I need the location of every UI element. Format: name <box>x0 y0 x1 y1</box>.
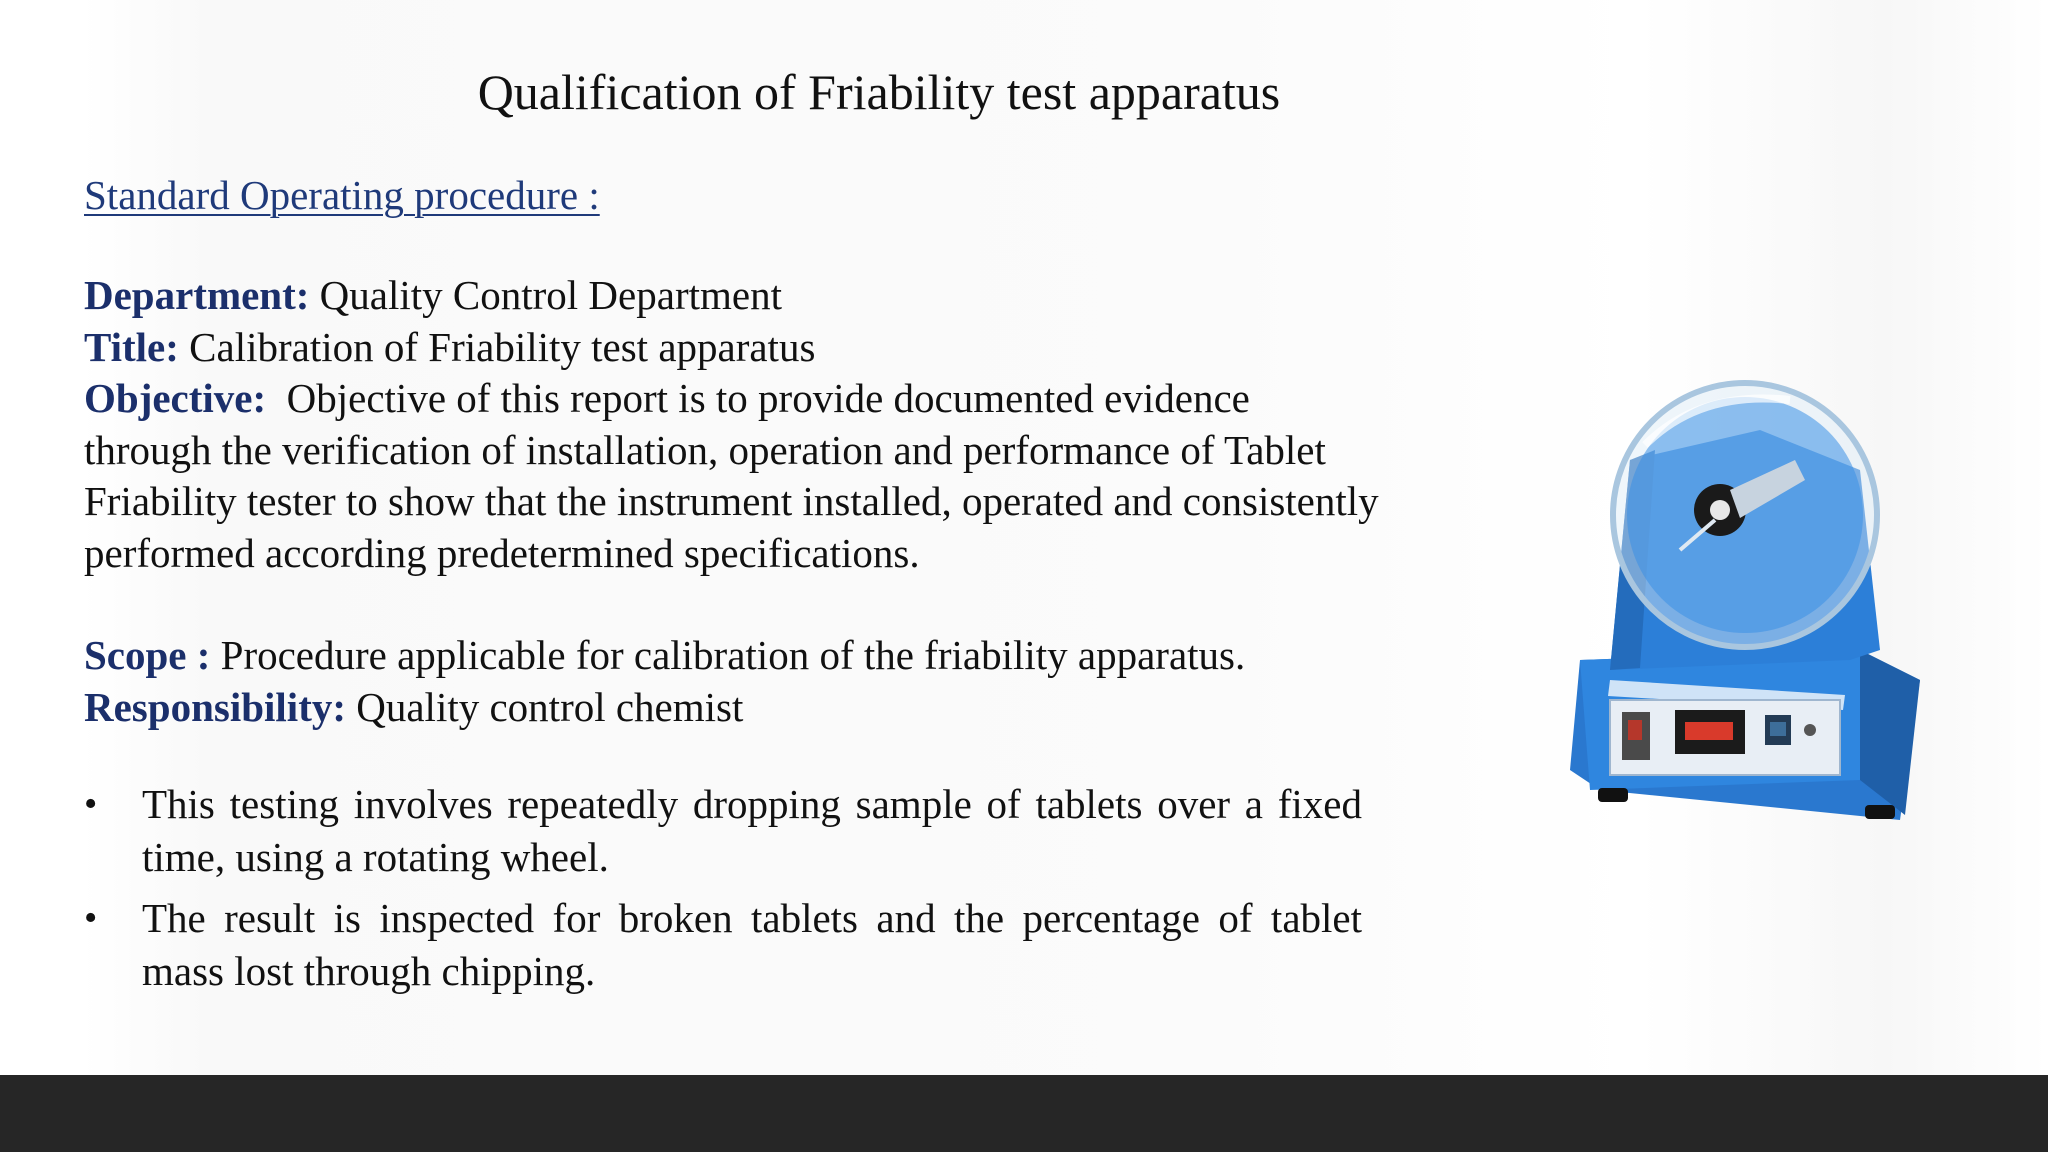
bullet-text: The result is inspected for broken tablets and the percentage of tablet mass lost through chipping. <box>142 895 1362 994</box>
objective-label: Objective: <box>84 375 267 421</box>
spacer <box>84 579 1384 630</box>
department-line <box>84 270 1384 322</box>
responsibility-label: Responsibility: <box>84 683 346 730</box>
sop-fields <box>84 270 1389 733</box>
apparatus-base <box>1570 650 1920 820</box>
responsibility-value: Quality control chemist <box>346 683 744 730</box>
department-value: Quality Control Department <box>309 272 782 318</box>
slide-title: Qualification of Friability test apparatus <box>477 64 1281 120</box>
bullet-item <box>84 778 1362 884</box>
objective-value: Objective of this report is to provide documented evidence through the verification of installation, operation and performance of Tablet Friability tester to show that the instrument installed, operated and consistently performed according predetermined specifications. <box>84 375 1389 576</box>
apparatus-drum <box>1610 383 1880 670</box>
bullet-list <box>84 778 1362 1006</box>
scope-value: Procedure applicable for calibration of the friability apparatus. <box>210 632 1246 678</box>
title-line <box>84 322 1384 374</box>
bullet-icon: • <box>84 897 98 939</box>
title-label: Title: <box>84 323 179 370</box>
footer-bar <box>0 1075 2048 1152</box>
department-label: Department: <box>84 272 310 318</box>
objective-line <box>84 373 1389 579</box>
title-value: Calibration of Friability test apparatus <box>178 323 816 370</box>
bullet-icon: • <box>84 783 98 825</box>
sop-heading: Standard Operating procedure : <box>84 172 600 218</box>
friability-tester-image <box>1560 350 1920 850</box>
responsibility-line <box>84 682 1384 734</box>
bullet-text: This testing involves repeatedly dropping sample of tablets over a fixed time, using a rotating wheel. <box>142 781 1362 880</box>
scope-label: Scope : <box>84 632 211 678</box>
bullet-item <box>84 892 1362 998</box>
scope-line <box>84 630 1384 682</box>
